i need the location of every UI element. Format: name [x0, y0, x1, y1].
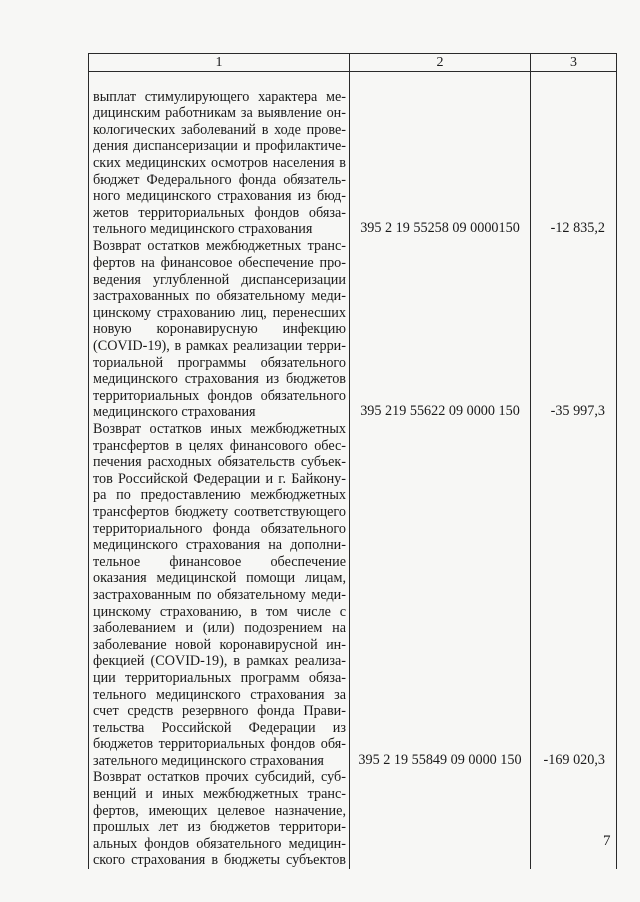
table-row: [89, 769, 617, 869]
row-code: 395 2 19 55258 09 0000150: [350, 72, 531, 239]
row-amount: [531, 769, 617, 869]
row-code: 395 2 19 55849 09 0000 150: [350, 421, 531, 769]
column-header-3: 3: [531, 54, 617, 72]
page-number: 7: [603, 833, 611, 849]
column-header-1: 1: [89, 54, 350, 72]
row-description: Возврат остатков межбюджетных транс- фертов на финансовое обеспечение про- ведения углубленной диспансеризации застрахованных по обязательному меди- цинскому страхованию лиц, перенесших новую коронавирусную инфекцию (COVID-19), в рамках реализации терри- ториальной программы обязательного медицинского страхования из бюджетов территориальных фондов обязательного медицинского страхования: [89, 238, 350, 421]
table-row: [89, 72, 617, 239]
column-header-2: 2: [350, 54, 531, 72]
row-description: Возврат остатков прочих субсидий, суб- венций и иных межбюджетных транс- фертов, имеющих целевое назначение, прошлых лет из бюджетов территори- альных фондов обязательного медицин- ского страхования в бюджеты субъектов: [89, 769, 350, 869]
table-header-row: [89, 54, 617, 72]
row-amount: -12 835,2: [531, 72, 617, 239]
budget-table: [88, 53, 617, 869]
row-description: Возврат остатков иных межбюджетных трансфертов в целях финансового обес- печения расходных обязательств субъек- тов Российской Федерации и г. Байкону- ра по предоставлению межбюджетных трансфертов бюджету соответствующего территориального фонда обязательного медицинского страхования на дополни- тельное финансовое обеспечение оказания медицинской помощи лицам, застрахованным по обязательному меди- цинскому страхованию, в том числе с заболеванием и (или) подозрением на заболевание новой коронавирусной ин- фекцией (COVID-19), в рамках реализа- ции территориальных программ обяза- тельного медицинского страхования за счет средств резервного фонда Прави- тельства Российской Федерации из бюджетов территориальных фондов обя- зательного медицинского страхования: [89, 421, 350, 769]
row-code: 395 219 55622 09 0000 150: [350, 238, 531, 421]
row-amount: -169 020,3: [531, 421, 617, 769]
row-amount: -35 997,3: [531, 238, 617, 421]
row-code: [350, 769, 531, 869]
row-description: выплат стимулирующего характера ме- дицинским работникам за выявление он- кологических заболеваний в ходе прове- дения диспансеризации и профилактиче- ских медицинских осмотров населения в бюджет Федерального фонда обязатель- ного медицинского страхования из бюд- жетов территориальных фондов обяза- тельного медицинского страхования: [89, 72, 350, 239]
table-row: [89, 238, 617, 421]
table-row: [89, 421, 617, 769]
